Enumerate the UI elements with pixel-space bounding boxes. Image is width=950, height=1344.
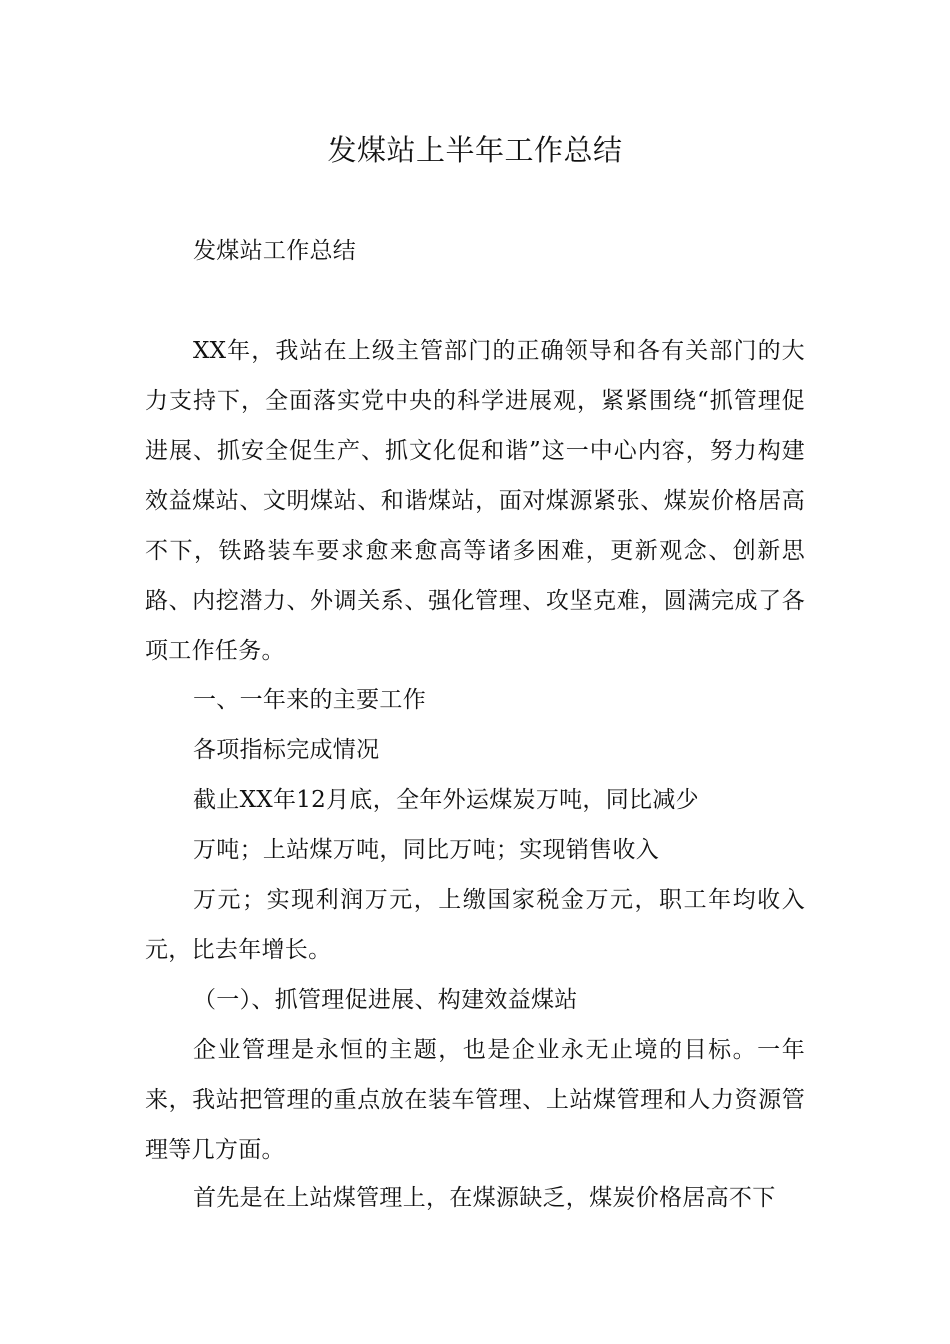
paragraph-indicators-line2: 万吨；上站煤万吨，同比万吨；实现销售收入 (193, 837, 659, 863)
section-heading-management: （一）、抓管理促进展、构建效益煤站 (193, 987, 578, 1013)
document-title: 发煤站上半年工作总结 (327, 133, 623, 167)
paragraph-intro: XX年，我站在上级主管部门的正确领导和各有关部门的大力支持下，全面落实党中央的科学进展观，紧紧围绕“抓管理促进展、抓安全促生产、抓文化促和谐”这一中心内容，努力构建效益煤站、文明煤站、和谐煤站，面对煤源紧张、煤炭价格居高不下，铁路装车要求愈来愈高等诸多困难，更新观念、创新思路、内挖潜力、外调关系、强化管理、攻坚克难，圆满完成了各项工作任务。 (145, 338, 805, 664)
subsection-heading-indicators: 各项指标完成情况 (193, 737, 380, 763)
document-subtitle: 发煤站工作总结 (193, 238, 357, 264)
paragraph-indicators-line1: 截止XX年12月底，全年外运煤炭万吨，同比减少 (193, 787, 699, 813)
paragraph-indicators-line3: 万元；实现利润万元，上缴国家税金万元，职工年均收入元，比去年增长。 (145, 887, 805, 963)
paragraph-coal-management: 首先是在上站煤管理上，在煤源缺乏，煤炭价格居高不下 (193, 1185, 776, 1211)
section-heading-main-work: 一、一年来的主要工作 (193, 687, 426, 713)
paragraph-management: 企业管理是永恒的主题，也是企业永无止境的目标。一年来，我站把管理的重点放在装车管理、上站煤管理和人力资源管理等几方面。 (145, 1037, 805, 1163)
